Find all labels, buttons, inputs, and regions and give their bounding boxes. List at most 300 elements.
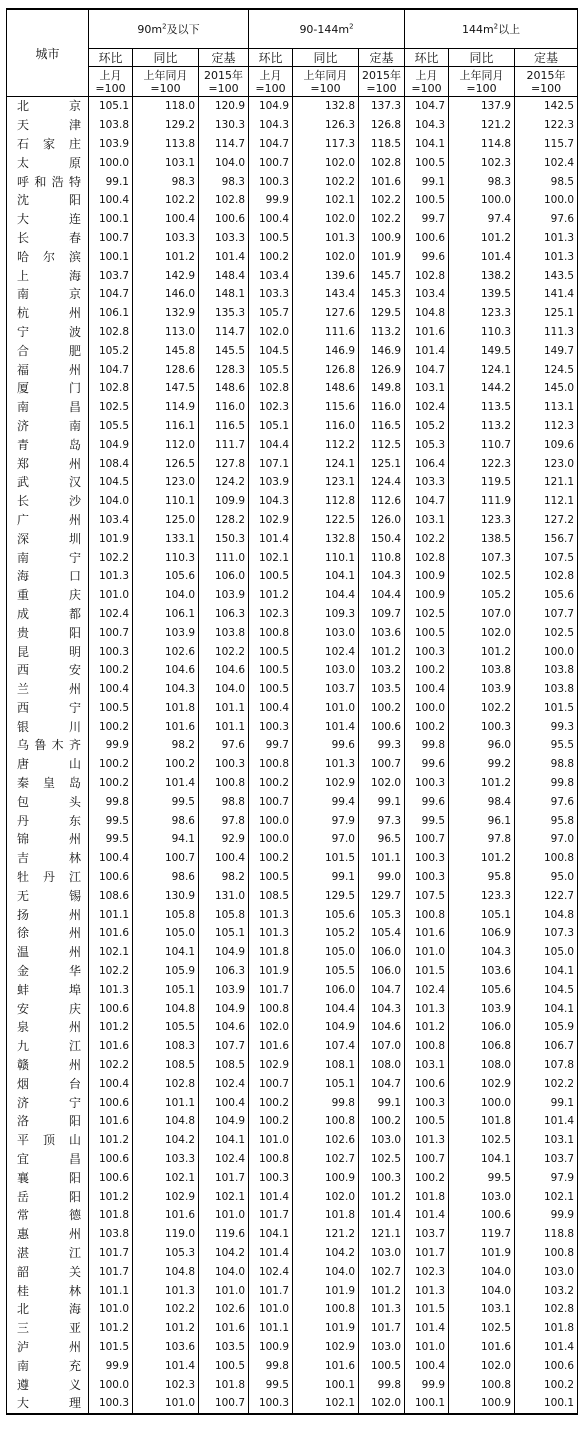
index-value-cell: 103.9 bbox=[199, 980, 249, 999]
index-value-cell: 103.6 bbox=[449, 962, 515, 981]
index-value-cell: 119.6 bbox=[199, 1225, 249, 1244]
index-value-cell: 101.1 bbox=[89, 1281, 133, 1300]
index-value-cell: 103.1 bbox=[449, 1300, 515, 1319]
index-value-cell: 98.5 bbox=[515, 172, 578, 191]
index-value-cell: 99.8 bbox=[515, 774, 578, 793]
table-row bbox=[7, 868, 578, 887]
index-value-cell: 105.0 bbox=[293, 943, 359, 962]
index-value-cell: 97.9 bbox=[293, 811, 359, 830]
index-value-cell: 143.5 bbox=[515, 266, 578, 285]
index-value-cell: 100.5 bbox=[359, 1356, 405, 1375]
city-cell bbox=[7, 511, 89, 530]
index-value-cell: 103.3 bbox=[133, 229, 199, 248]
city-name: 赣州 bbox=[17, 1058, 81, 1073]
city-cell bbox=[7, 792, 89, 811]
index-value-cell: 104.7 bbox=[359, 1074, 405, 1093]
city-cell bbox=[7, 1356, 89, 1375]
table-row bbox=[7, 1244, 578, 1263]
city-name: 合肥 bbox=[17, 343, 81, 358]
index-value-cell: 105.1 bbox=[199, 924, 249, 943]
base-header-line: 上月 bbox=[99, 68, 122, 82]
index-value-cell: 102.2 bbox=[515, 1074, 578, 1093]
city-cell bbox=[7, 210, 89, 229]
table-row bbox=[7, 1225, 578, 1244]
base-header-mom bbox=[89, 67, 133, 97]
index-value-cell: 102.7 bbox=[293, 1150, 359, 1169]
index-value-cell: 113.0 bbox=[133, 323, 199, 342]
table-row bbox=[7, 229, 578, 248]
sub-header-yoy: 同比 bbox=[293, 49, 359, 67]
city-name: 广州 bbox=[17, 512, 81, 527]
index-value-cell: 100.3 bbox=[359, 1168, 405, 1187]
index-value-cell: 126.5 bbox=[133, 454, 199, 473]
index-value-cell: 113.1 bbox=[515, 398, 578, 417]
city-cell bbox=[7, 1244, 89, 1263]
index-value-cell: 97.6 bbox=[199, 736, 249, 755]
table-row bbox=[7, 210, 578, 229]
index-value-cell: 125.1 bbox=[359, 454, 405, 473]
index-value-cell: 102.8 bbox=[249, 379, 293, 398]
city-name: 南宁 bbox=[17, 550, 81, 565]
index-value-cell: 102.2 bbox=[359, 191, 405, 210]
city-cell bbox=[7, 1394, 89, 1414]
table-row bbox=[7, 905, 578, 924]
index-value-cell: 122.7 bbox=[515, 886, 578, 905]
city-cell bbox=[7, 1319, 89, 1338]
index-value-cell: 104.2 bbox=[133, 1131, 199, 1150]
city-cell bbox=[7, 943, 89, 962]
index-value-cell: 103.0 bbox=[293, 661, 359, 680]
table-row bbox=[7, 135, 578, 154]
index-value-cell: 101.2 bbox=[89, 1131, 133, 1150]
city-cell bbox=[7, 116, 89, 135]
index-value-cell: 100.7 bbox=[249, 153, 293, 172]
group-header-large: $144m^2$以上 bbox=[405, 9, 578, 49]
index-value-cell: 100.4 bbox=[89, 191, 133, 210]
base-header-line: 上年同月 bbox=[143, 68, 188, 82]
city-name: 泉州 bbox=[17, 1020, 81, 1035]
index-value-cell: 104.9 bbox=[249, 97, 293, 116]
city-cell bbox=[7, 680, 89, 699]
index-value-cell: 100.5 bbox=[249, 642, 293, 661]
city-cell bbox=[7, 849, 89, 868]
index-value-cell: 101.7 bbox=[249, 980, 293, 999]
index-value-cell: 100.9 bbox=[249, 1338, 293, 1357]
index-value-cell: 101.5 bbox=[89, 1338, 133, 1357]
city-name: 湛江 bbox=[17, 1246, 81, 1260]
index-value-cell: 100.2 bbox=[249, 774, 293, 793]
city-cell bbox=[7, 1056, 89, 1075]
index-value-cell: 101.9 bbox=[249, 962, 293, 981]
index-value-cell: 104.7 bbox=[405, 492, 449, 511]
index-value-cell: 99.9 bbox=[249, 191, 293, 210]
index-value-cell: 104.6 bbox=[359, 1018, 405, 1037]
index-value-cell: 146.9 bbox=[359, 341, 405, 360]
index-value-cell: 99.2 bbox=[449, 755, 515, 774]
index-value-cell: 100.3 bbox=[405, 1093, 449, 1112]
index-value-cell: 127.6 bbox=[293, 304, 359, 323]
city-cell bbox=[7, 1018, 89, 1037]
city-name: 武汉 bbox=[17, 475, 81, 490]
city-cell bbox=[7, 1262, 89, 1281]
index-value-cell: 100.0 bbox=[405, 699, 449, 718]
index-value-cell: 100.8 bbox=[249, 999, 293, 1018]
index-value-cell: 102.9 bbox=[449, 1074, 515, 1093]
index-value-cell: 101.4 bbox=[249, 1244, 293, 1263]
index-value-cell: 102.3 bbox=[449, 153, 515, 172]
index-value-cell: 99.3 bbox=[359, 736, 405, 755]
index-value-cell: 104.7 bbox=[89, 360, 133, 379]
city-cell bbox=[7, 755, 89, 774]
index-value-cell: 129.7 bbox=[359, 886, 405, 905]
index-value-cell: 101.9 bbox=[359, 247, 405, 266]
table-row bbox=[7, 529, 578, 548]
index-value-cell: 104.0 bbox=[133, 586, 199, 605]
index-value-cell: 101.8 bbox=[405, 1187, 449, 1206]
table-row bbox=[7, 1300, 578, 1319]
index-value-cell: 107.1 bbox=[249, 454, 293, 473]
index-value-cell: 145.3 bbox=[359, 285, 405, 304]
index-value-cell: 100.6 bbox=[89, 868, 133, 887]
index-value-cell: 104.0 bbox=[293, 1262, 359, 1281]
base-header-line: 上年同月 bbox=[459, 68, 504, 82]
city-cell bbox=[7, 229, 89, 248]
index-value-cell: 148.6 bbox=[199, 379, 249, 398]
index-value-cell: 104.0 bbox=[449, 1262, 515, 1281]
index-value-cell: 102.4 bbox=[249, 1262, 293, 1281]
index-value-cell: 105.2 bbox=[405, 417, 449, 436]
city-cell bbox=[7, 266, 89, 285]
table-row bbox=[7, 398, 578, 417]
index-value-cell: 105.2 bbox=[293, 924, 359, 943]
index-value-cell: 104.7 bbox=[249, 135, 293, 154]
index-value-cell: 100.6 bbox=[89, 1150, 133, 1169]
table-row bbox=[7, 774, 578, 793]
index-value-cell: 112.1 bbox=[515, 492, 578, 511]
index-value-cell: 99.5 bbox=[249, 1375, 293, 1394]
index-value-cell: 100.2 bbox=[359, 699, 405, 718]
index-value-cell: 100.8 bbox=[515, 1244, 578, 1263]
index-value-cell: 101.6 bbox=[89, 1037, 133, 1056]
index-value-cell: 116.0 bbox=[199, 398, 249, 417]
city-cell bbox=[7, 172, 89, 191]
index-value-cell: 98.3 bbox=[449, 172, 515, 191]
index-value-cell: 100.7 bbox=[133, 849, 199, 868]
index-value-cell: 100.8 bbox=[405, 905, 449, 924]
index-value-cell: 132.9 bbox=[133, 304, 199, 323]
index-value-cell: 100.2 bbox=[89, 755, 133, 774]
index-value-cell: 100.2 bbox=[89, 717, 133, 736]
index-value-cell: 100.2 bbox=[89, 661, 133, 680]
index-value-cell: 101.7 bbox=[405, 1244, 449, 1263]
index-value-cell: 100.7 bbox=[405, 1150, 449, 1169]
index-value-cell: 102.7 bbox=[359, 1262, 405, 1281]
city-name: 唐山 bbox=[17, 757, 81, 772]
index-value-cell: 97.0 bbox=[293, 830, 359, 849]
index-value-cell: 105.1 bbox=[449, 905, 515, 924]
city-name: 海口 bbox=[17, 569, 81, 584]
index-value-cell: 104.3 bbox=[133, 680, 199, 699]
index-value-cell: 102.2 bbox=[405, 529, 449, 548]
index-value-cell: 100.4 bbox=[199, 849, 249, 868]
city-name: 长春 bbox=[17, 230, 81, 245]
index-value-cell: 101.2 bbox=[89, 1018, 133, 1037]
index-value-cell: 127.2 bbox=[515, 511, 578, 530]
index-value-cell: 100.3 bbox=[405, 774, 449, 793]
city-name: 常德 bbox=[17, 1208, 81, 1223]
index-value-cell: 102.8 bbox=[405, 266, 449, 285]
table-row bbox=[7, 1356, 578, 1375]
index-value-cell: 101.3 bbox=[133, 1281, 199, 1300]
index-value-cell: 102.1 bbox=[293, 191, 359, 210]
index-value-cell: 104.6 bbox=[199, 661, 249, 680]
index-value-cell: 99.6 bbox=[293, 736, 359, 755]
city-name: 乌鲁木齐 bbox=[17, 738, 81, 753]
index-value-cell: 105.9 bbox=[133, 962, 199, 981]
index-value-cell: 105.3 bbox=[359, 905, 405, 924]
index-value-cell: 100.4 bbox=[249, 699, 293, 718]
index-value-cell: 138.5 bbox=[449, 529, 515, 548]
index-value-cell: 99.9 bbox=[515, 1206, 578, 1225]
base-header-line: 上月 bbox=[415, 68, 438, 82]
index-value-cell: 100.3 bbox=[199, 755, 249, 774]
index-value-cell: 104.8 bbox=[133, 999, 199, 1018]
index-value-cell: 101.1 bbox=[359, 849, 405, 868]
city-name: 牡丹江 bbox=[17, 870, 81, 885]
index-value-cell: 105.1 bbox=[133, 980, 199, 999]
city-name: 南京 bbox=[17, 287, 81, 302]
index-value-cell: 106.3 bbox=[199, 605, 249, 624]
index-value-cell: 123.0 bbox=[133, 473, 199, 492]
index-value-cell: 99.8 bbox=[359, 1375, 405, 1394]
index-value-cell: 118.5 bbox=[359, 135, 405, 154]
index-value-cell: 111.3 bbox=[515, 323, 578, 342]
index-value-cell: 123.0 bbox=[515, 454, 578, 473]
index-value-cell: 100.3 bbox=[249, 1168, 293, 1187]
index-value-cell: 122.3 bbox=[515, 116, 578, 135]
table-row bbox=[7, 492, 578, 511]
city-cell bbox=[7, 454, 89, 473]
index-value-cell: 156.7 bbox=[515, 529, 578, 548]
index-value-cell: 103.8 bbox=[89, 116, 133, 135]
index-value-cell: 112.8 bbox=[293, 492, 359, 511]
index-value-cell: 100.5 bbox=[249, 868, 293, 887]
table-row bbox=[7, 605, 578, 624]
index-value-cell: 103.8 bbox=[515, 661, 578, 680]
city-name: 襄阳 bbox=[17, 1170, 81, 1185]
index-value-cell: 104.0 bbox=[199, 153, 249, 172]
index-value-cell: 107.5 bbox=[405, 886, 449, 905]
index-value-cell: 130.9 bbox=[133, 886, 199, 905]
index-value-cell: 109.6 bbox=[515, 435, 578, 454]
city-cell bbox=[7, 247, 89, 266]
index-value-cell: 100.3 bbox=[405, 642, 449, 661]
index-value-cell: 102.5 bbox=[449, 1131, 515, 1150]
index-value-cell: 99.8 bbox=[293, 1093, 359, 1112]
index-value-cell: 101.5 bbox=[405, 962, 449, 981]
index-value-cell: 101.8 bbox=[293, 1206, 359, 1225]
base-header-fixed-base bbox=[199, 67, 249, 97]
index-value-cell: 99.5 bbox=[449, 1168, 515, 1187]
index-value-cell: 100.9 bbox=[359, 229, 405, 248]
index-value-cell: 116.0 bbox=[359, 398, 405, 417]
index-value-cell: 150.3 bbox=[199, 529, 249, 548]
table-row bbox=[7, 1394, 578, 1414]
sub-header-mom: 环比 bbox=[249, 49, 293, 67]
index-value-cell: 103.9 bbox=[249, 473, 293, 492]
index-value-cell: 103.9 bbox=[199, 586, 249, 605]
index-value-cell: 104.4 bbox=[359, 586, 405, 605]
index-value-cell: 101.6 bbox=[249, 1037, 293, 1056]
index-value-cell: 111.6 bbox=[293, 323, 359, 342]
city-name: 福州 bbox=[17, 362, 81, 377]
table-row bbox=[7, 1187, 578, 1206]
index-value-cell: 100.2 bbox=[249, 849, 293, 868]
index-value-cell: 101.3 bbox=[405, 1281, 449, 1300]
index-value-cell: 99.9 bbox=[405, 1375, 449, 1394]
index-value-cell: 105.6 bbox=[515, 586, 578, 605]
index-value-cell: 113.2 bbox=[449, 417, 515, 436]
index-value-cell: 101.5 bbox=[293, 849, 359, 868]
index-value-cell: 102.4 bbox=[89, 605, 133, 624]
table-row bbox=[7, 172, 578, 191]
table-row bbox=[7, 285, 578, 304]
index-value-cell: 128.6 bbox=[133, 360, 199, 379]
index-value-cell: 102.0 bbox=[359, 1394, 405, 1414]
index-value-cell: 98.6 bbox=[133, 811, 199, 830]
index-value-cell: 100.3 bbox=[89, 642, 133, 661]
index-value-cell: 104.1 bbox=[405, 135, 449, 154]
index-value-cell: 123.3 bbox=[449, 511, 515, 530]
index-value-cell: 101.0 bbox=[405, 1338, 449, 1357]
index-value-cell: 102.0 bbox=[293, 1187, 359, 1206]
index-value-cell: 104.6 bbox=[133, 661, 199, 680]
table-row bbox=[7, 1262, 578, 1281]
index-value-cell: 103.0 bbox=[359, 1131, 405, 1150]
city-name: 九江 bbox=[17, 1039, 81, 1054]
index-value-cell: 101.2 bbox=[133, 247, 199, 266]
city-cell bbox=[7, 924, 89, 943]
base-header-line: =100 bbox=[208, 81, 239, 95]
index-value-cell: 102.6 bbox=[133, 642, 199, 661]
index-value-cell: 100.8 bbox=[293, 1112, 359, 1131]
index-value-cell: 97.4 bbox=[449, 210, 515, 229]
table-row bbox=[7, 1093, 578, 1112]
index-value-cell: 99.5 bbox=[133, 792, 199, 811]
index-value-cell: 102.0 bbox=[449, 623, 515, 642]
index-value-cell: 119.0 bbox=[133, 1225, 199, 1244]
table-row bbox=[7, 1131, 578, 1150]
index-value-cell: 102.3 bbox=[249, 398, 293, 417]
index-value-cell: 101.2 bbox=[89, 1319, 133, 1338]
index-value-cell: 106.7 bbox=[515, 1037, 578, 1056]
index-value-cell: 101.6 bbox=[199, 1319, 249, 1338]
index-value-cell: 104.2 bbox=[293, 1244, 359, 1263]
index-value-cell: 107.8 bbox=[515, 1056, 578, 1075]
table-row bbox=[7, 1018, 578, 1037]
table-row bbox=[7, 266, 578, 285]
table-row bbox=[7, 323, 578, 342]
index-value-cell: 100.2 bbox=[405, 1168, 449, 1187]
index-value-cell: 103.6 bbox=[359, 623, 405, 642]
city-cell bbox=[7, 605, 89, 624]
index-value-cell: 116.0 bbox=[293, 417, 359, 436]
index-value-cell: 105.4 bbox=[359, 924, 405, 943]
index-value-cell: 101.0 bbox=[199, 1281, 249, 1300]
index-value-cell: 142.9 bbox=[133, 266, 199, 285]
table-row bbox=[7, 341, 578, 360]
index-value-cell: 107.3 bbox=[515, 924, 578, 943]
city-cell bbox=[7, 774, 89, 793]
city-name: 济宁 bbox=[17, 1095, 81, 1110]
table-row bbox=[7, 962, 578, 981]
table-row bbox=[7, 792, 578, 811]
index-value-cell: 105.6 bbox=[449, 980, 515, 999]
city-name: 吉林 bbox=[17, 851, 81, 866]
index-value-cell: 109.9 bbox=[199, 492, 249, 511]
index-value-cell: 101.6 bbox=[405, 323, 449, 342]
index-value-cell: 104.8 bbox=[133, 1112, 199, 1131]
index-value-cell: 105.2 bbox=[89, 341, 133, 360]
index-value-cell: 100.5 bbox=[199, 1356, 249, 1375]
index-value-cell: 149.7 bbox=[515, 341, 578, 360]
city-name: 大理 bbox=[17, 1396, 81, 1411]
table-row bbox=[7, 1037, 578, 1056]
index-value-cell: 103.0 bbox=[515, 1262, 578, 1281]
index-value-cell: 106.9 bbox=[449, 924, 515, 943]
index-value-cell: 101.0 bbox=[249, 1300, 293, 1319]
index-value-cell: 100.7 bbox=[405, 830, 449, 849]
index-value-cell: 104.1 bbox=[515, 999, 578, 1018]
index-value-cell: 100.4 bbox=[249, 210, 293, 229]
index-value-cell: 97.8 bbox=[199, 811, 249, 830]
index-value-cell: 110.3 bbox=[449, 323, 515, 342]
index-value-cell: 112.6 bbox=[359, 492, 405, 511]
index-value-cell: 130.3 bbox=[199, 116, 249, 135]
base-header-mom bbox=[405, 67, 449, 97]
index-value-cell: 100.7 bbox=[249, 792, 293, 811]
index-value-cell: 101.6 bbox=[359, 172, 405, 191]
index-value-cell: 114.7 bbox=[199, 323, 249, 342]
index-value-cell: 135.3 bbox=[199, 304, 249, 323]
index-value-cell: 114.8 bbox=[449, 135, 515, 154]
index-value-cell: 100.0 bbox=[89, 153, 133, 172]
index-value-cell: 117.3 bbox=[293, 135, 359, 154]
index-value-cell: 104.0 bbox=[89, 492, 133, 511]
index-value-cell: 104.4 bbox=[293, 586, 359, 605]
index-value-cell: 103.7 bbox=[89, 266, 133, 285]
index-value-cell: 101.8 bbox=[133, 699, 199, 718]
index-value-cell: 112.2 bbox=[293, 435, 359, 454]
index-value-cell: 126.3 bbox=[293, 116, 359, 135]
index-value-cell: 98.2 bbox=[133, 736, 199, 755]
index-value-cell: 102.0 bbox=[249, 323, 293, 342]
index-value-cell: 102.5 bbox=[449, 1319, 515, 1338]
index-value-cell: 104.4 bbox=[293, 999, 359, 1018]
index-value-cell: 118.8 bbox=[515, 1225, 578, 1244]
index-value-cell: 106.0 bbox=[359, 962, 405, 981]
index-value-cell: 101.0 bbox=[249, 1131, 293, 1150]
city-cell bbox=[7, 473, 89, 492]
index-value-cell: 106.0 bbox=[449, 1018, 515, 1037]
city-name: 南昌 bbox=[17, 400, 81, 415]
index-value-cell: 98.6 bbox=[133, 868, 199, 887]
index-value-cell: 100.8 bbox=[199, 774, 249, 793]
index-value-cell: 103.4 bbox=[405, 285, 449, 304]
index-value-cell: 100.2 bbox=[249, 1112, 293, 1131]
index-value-cell: 102.4 bbox=[199, 1074, 249, 1093]
index-value-cell: 101.0 bbox=[293, 699, 359, 718]
